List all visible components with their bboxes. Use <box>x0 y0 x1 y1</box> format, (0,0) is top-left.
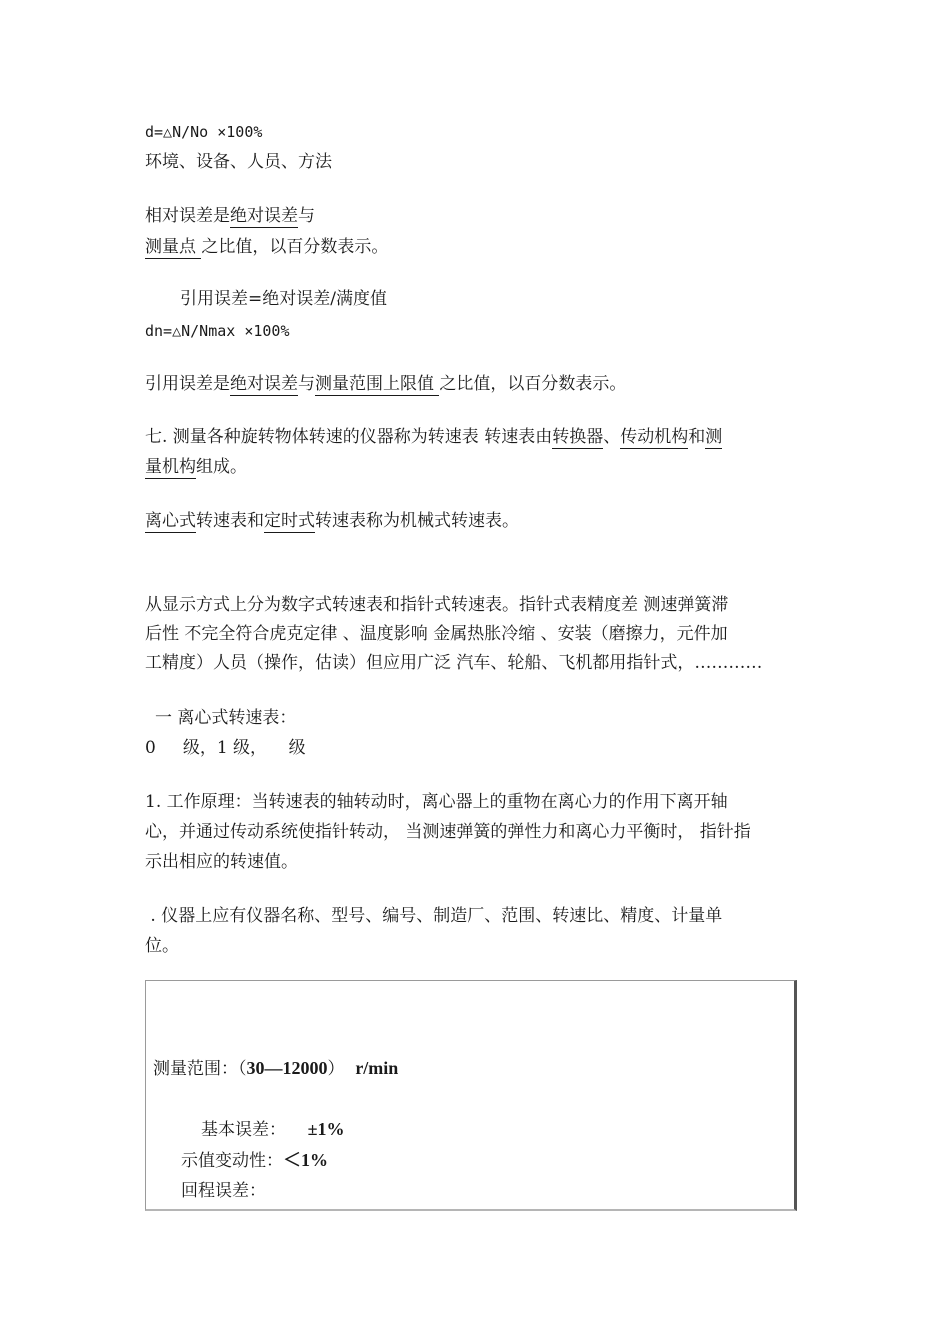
instrument-line1: . 仪器上应有仪器名称、型号、编号、制造厂、范围、转速比、精度、计量单 <box>145 906 723 926</box>
principle-line3: 示出相应的转速值。 <box>145 852 298 872</box>
range-unit: r/min <box>355 1058 399 1078</box>
range-close: ） <box>327 1059 345 1079</box>
spec-box <box>145 980 797 1211</box>
text: 与 <box>298 206 315 226</box>
range-label: 测量范围：（ <box>153 1059 247 1079</box>
text: 相对误差是 <box>145 206 230 226</box>
text: 转速表称为机械式转速表。 <box>315 511 519 531</box>
principle-line2: 心，并通过传动系统使指针转动， 当测速弹簧的弹性力和离心力平衡时， 指针指 <box>145 822 751 842</box>
basic-error-label: 基本误差： <box>201 1120 286 1140</box>
principle-line1: 1. 工作原理：当转速表的轴转动时，离心器上的重物在离心力的作用下离开轴 <box>145 792 728 812</box>
basic-error <box>201 1118 345 1141</box>
text: 之比值，以百分数表示。 <box>201 237 389 257</box>
underlined-term: 测量点 <box>145 237 202 257</box>
text: 与 <box>298 374 315 394</box>
relative-error-def-line1 <box>145 205 315 227</box>
text: 、 <box>603 427 621 447</box>
underlined-term: 量机构 <box>145 457 196 477</box>
display-para-line2: 后性 不完全符合虎克定律 、温度影响 金属热胀冷缩 、安装（磨擦力，元件加 <box>145 624 728 644</box>
hysteresis-error <box>181 1180 266 1202</box>
indication-variation <box>181 1149 328 1172</box>
error-factors: 环境、设备、人员、方法 <box>145 152 332 172</box>
underlined-term: 绝对误差 <box>230 374 298 394</box>
text: 转速表和 <box>196 511 264 531</box>
formula-relative-error: d=△N/No ×100% <box>145 123 263 141</box>
text: 引用误差是 <box>145 374 230 394</box>
text: 之比值，以百分数表示。 <box>439 374 627 394</box>
measurement-range <box>153 1057 398 1080</box>
range-value: 30—12000 <box>246 1058 328 1078</box>
underlined-term: 测量范围上限值 <box>315 374 440 394</box>
hysteresis-label: 回程误差： <box>181 1181 266 1201</box>
text: 组成。 <box>196 457 247 477</box>
mechanical-tachometer-def <box>145 510 519 532</box>
section-1-title: 一 离心式转速表： <box>155 708 297 728</box>
section-7-line2 <box>145 456 247 478</box>
formula-reference-error: dn=△N/Nmax ×100% <box>145 322 290 340</box>
display-para-line3: 工精度）人员（操作，估读）但应用广泛 汽车、轮船、飞机都用指针式，………… <box>145 653 763 673</box>
relative-error-def-line2 <box>145 236 388 258</box>
reference-error-formula-text: 引用误差=绝对误差/满度值 <box>180 289 387 309</box>
underlined-term: 传动机构 <box>620 427 689 447</box>
reference-error-def <box>145 373 626 395</box>
underlined-term: 测 <box>705 427 723 447</box>
variation-value: ＜1% <box>283 1150 328 1170</box>
text: 和 <box>688 427 706 447</box>
underlined-term: 转换器 <box>552 427 604 447</box>
variation-label: 示值变动性： <box>181 1151 283 1171</box>
grades-line: 0 级，1 级， 级 <box>145 738 306 758</box>
display-para-line1: 从显示方式上分为数字式转速表和指针式转速表。指针式表精度差 测速弹簧滞 <box>145 595 729 615</box>
section-7-line1 <box>145 426 722 448</box>
underlined-term: 定时式 <box>264 511 315 531</box>
instrument-line2: 位。 <box>145 936 179 956</box>
basic-error-value: ±1% <box>307 1119 345 1139</box>
underlined-term: 绝对误差 <box>230 206 298 226</box>
underlined-term: 离心式 <box>145 511 196 531</box>
text: 七. 测量各种旋转物体转速的仪器称为转速表 转速表由 <box>145 427 553 447</box>
